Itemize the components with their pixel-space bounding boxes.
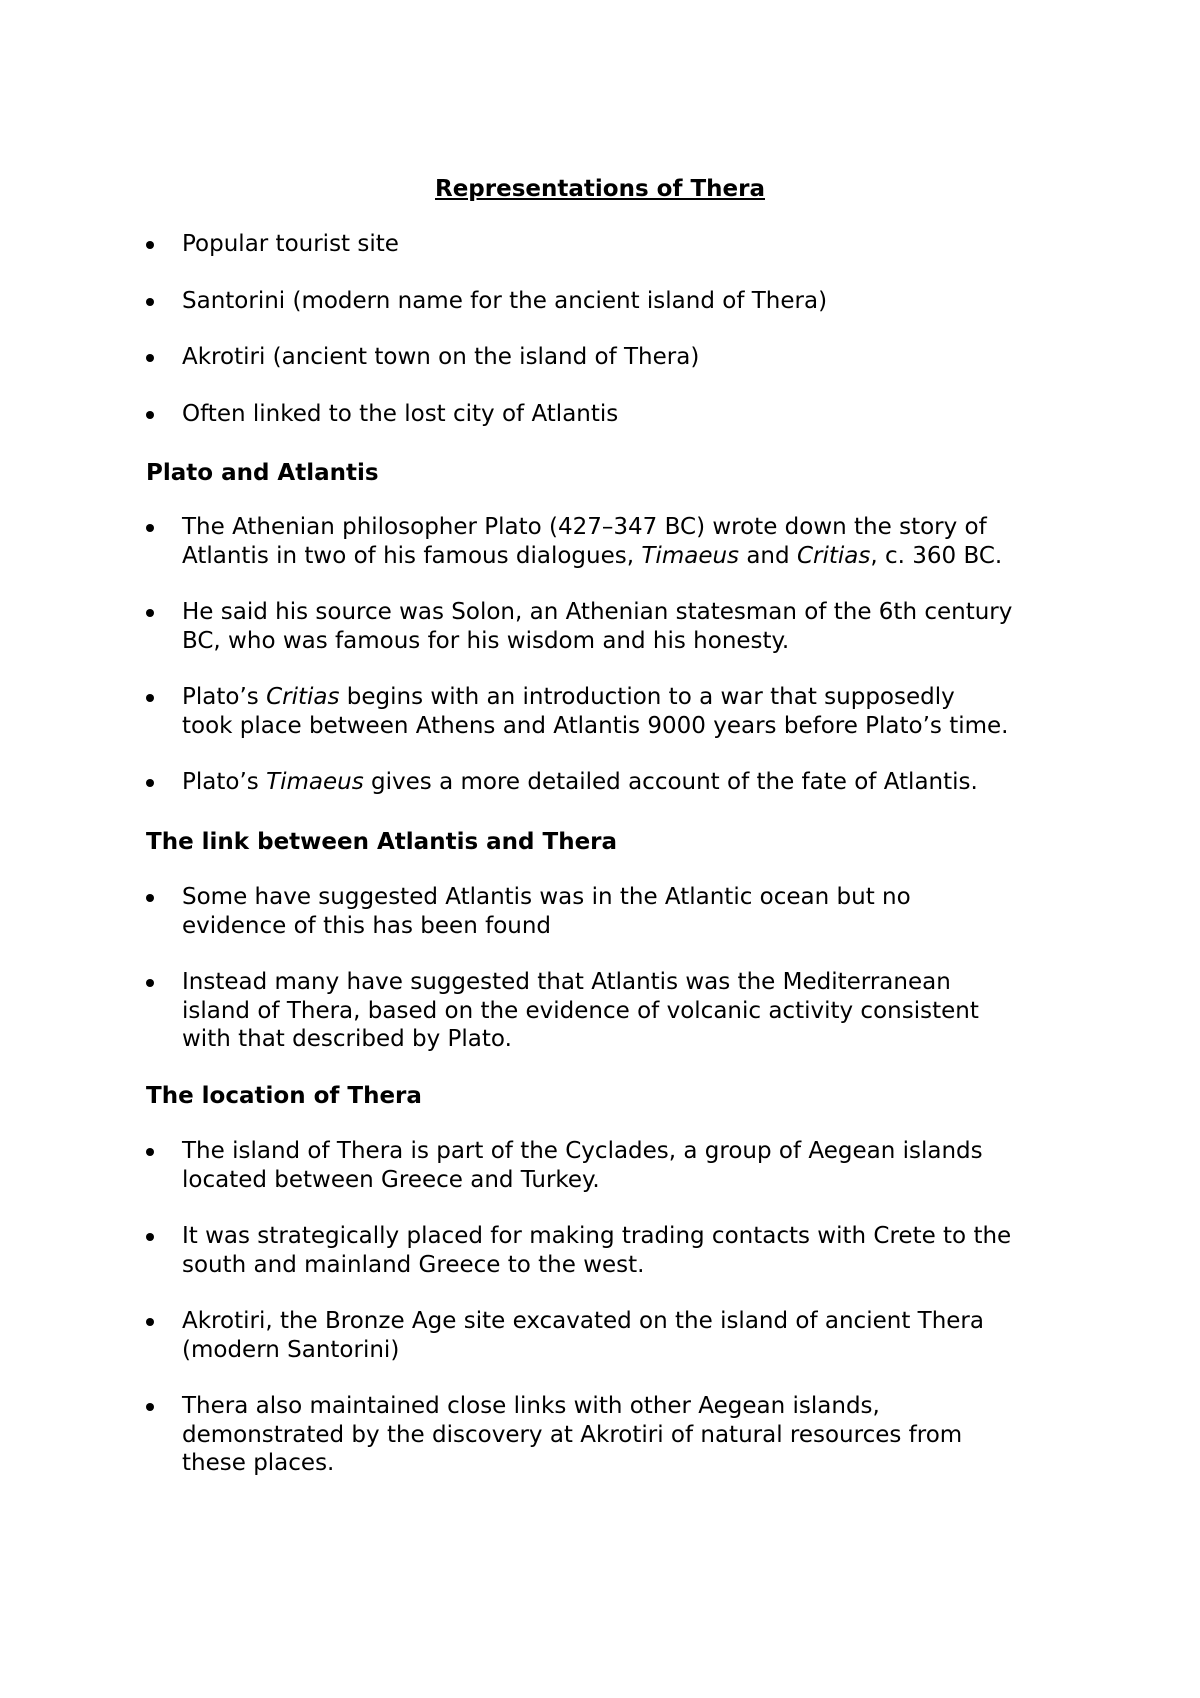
section-heading-plato: Plato and Atlantis [146, 460, 379, 486]
list-item: Santorini (modern name for the ancient island of Thera) [146, 287, 1066, 316]
bullet-icon [146, 779, 154, 787]
list-item: It was strategically placed for making trading contacts with Crete to the south and mainland Greece to the west. [146, 1222, 1066, 1279]
bullet-icon [146, 524, 154, 532]
bullet-icon [146, 241, 154, 249]
document-title: Representations of Thera [435, 176, 765, 202]
list-item: Plato’s Critias begins with an introduction to a war that supposedly took place between Athens and Atlantis 9000 years before Plato’s time. [146, 683, 1066, 740]
list-item: The Athenian philosopher Plato (427–347 BC) wrote down the story of Atlantis in two of his famous dialogues, Timaeus and Critias, c. 360 BC. [146, 513, 1066, 570]
list-item: He said his source was Solon, an Athenian statesman of the 6th century BC, who was famous for his wisdom and his honesty. [146, 598, 1066, 655]
list-item: Instead many have suggested that Atlantis was the Mediterranean island of Thera, based on the evidence of volcanic activity consistent with that described by Plato. [146, 968, 1066, 1054]
bullet-icon [146, 354, 154, 362]
location-bullet-list [146, 1137, 1066, 1506]
intro-bullet-list [146, 230, 1066, 456]
bullet-icon [146, 411, 154, 419]
plato-bullet-list [146, 513, 1066, 825]
bullet-icon [146, 1318, 154, 1326]
list-item: Akrotiri, the Bronze Age site excavated on the island of ancient Thera (modern Santorini) [146, 1307, 1066, 1364]
list-item: Thera also maintained close links with other Aegean islands, demonstrated by the discovery at Akrotiri of natural resources from these places. [146, 1392, 1066, 1478]
bullet-icon [146, 694, 154, 702]
bullet-icon [146, 979, 154, 987]
section-heading-location: The location of Thera [146, 1083, 422, 1109]
list-item: Popular tourist site [146, 230, 1066, 259]
list-item: Plato’s Timaeus gives a more detailed account of the fate of Atlantis. [146, 768, 1066, 797]
bullet-icon [146, 1403, 154, 1411]
list-item: Some have suggested Atlantis was in the Atlantic ocean but no evidence of this has been found [146, 883, 1066, 940]
list-item: The island of Thera is part of the Cyclades, a group of Aegean islands located between Greece and Turkey. [146, 1137, 1066, 1194]
bullet-icon [146, 1148, 154, 1156]
link-bullet-list [146, 883, 1066, 1082]
bullet-icon [146, 609, 154, 617]
list-item: Often linked to the lost city of Atlantis [146, 400, 1066, 429]
list-item: Akrotiri (ancient town on the island of Thera) [146, 343, 1066, 372]
bullet-icon [146, 298, 154, 306]
section-heading-link: The link between Atlantis and Thera [146, 829, 618, 855]
bullet-icon [146, 1233, 154, 1241]
bullet-icon [146, 894, 154, 902]
